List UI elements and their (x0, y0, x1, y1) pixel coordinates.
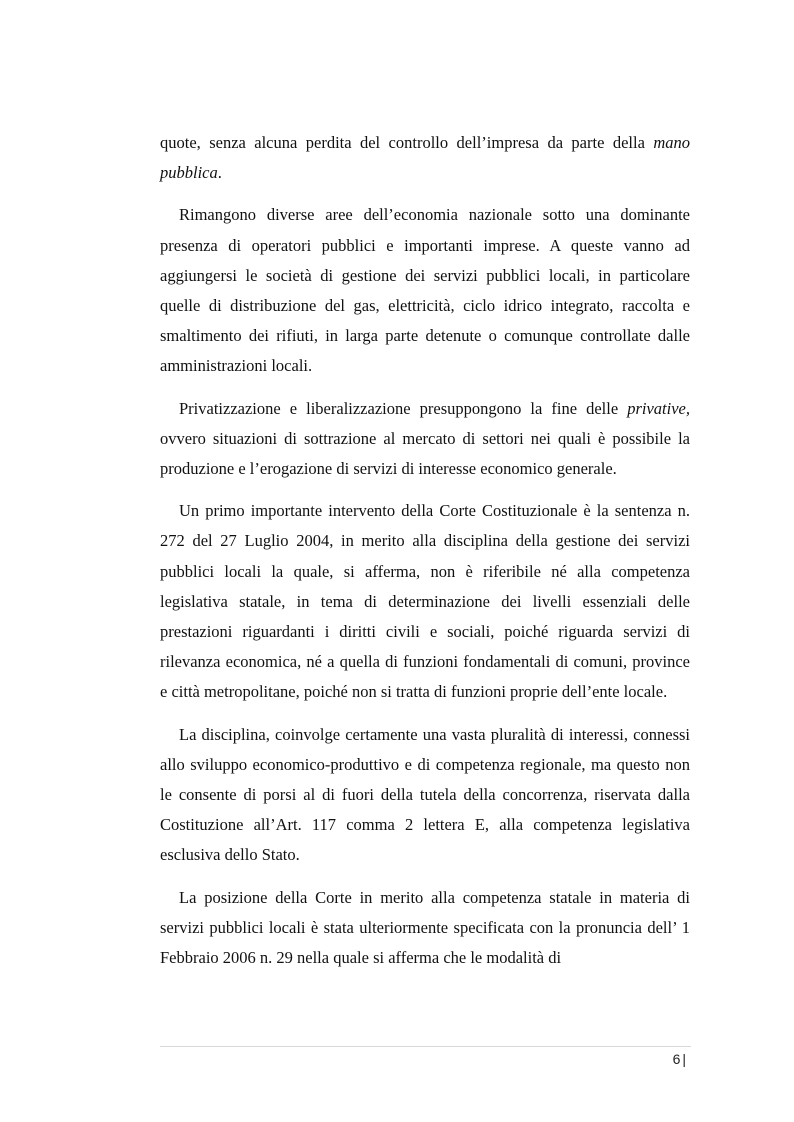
paragraph-1-emphasis: mano pubblica (160, 133, 690, 183)
paragraph-6 (160, 883, 690, 974)
footer-divider (160, 1046, 691, 1047)
body-text (160, 128, 690, 973)
paragraph-1-tail: . (217, 163, 222, 183)
paragraph-5 (160, 720, 690, 871)
paragraph-4-text: Un primo importante intervento della Corte Costituzionale è la sentenza n. 272 del 27 Luglio 2004, in merito alla disciplina della gestione dei servizi pubblici locali la quale, si afferma, non è riferibile né alla competenza legislativa statale, in tema di determinazione dei livelli essenziali delle prestazioni riguardanti i diritti civili e sociali, poiché riguarda servizi di rilevanza economica, né a quella di funzioni fondamentali di comuni, province e città metropolitane, poiché non si tratta di funzioni proprie dell’ente locale. (160, 501, 690, 702)
paragraph-6-text: La posizione della Corte in merito alla competenza statale in materia di servizi pubblici locali è stata ulteriormente specificata con la pronuncia dell’ 1 Febbraio 2006 n. 29 nella quale si afferma che le modalità di (160, 887, 690, 968)
paragraph-4 (160, 496, 690, 707)
paragraph-2-text: Rimangono diverse aree dell’economia nazionale sotto una dominante presenza di operatori pubblici e importanti imprese. A queste vanno ad aggiungersi le società di gestione dei servizi pubblici locali, in particolare quelle di distribuzione del gas, elettricità, ciclo idrico integrato, raccolta e smaltimento dei rifiuti, in larga parte detenute o comunque controllate dalle amministrazioni locali. (160, 205, 690, 376)
paragraph-3 (160, 394, 690, 485)
page-number (673, 1050, 686, 1068)
paragraph-5-text: La disciplina, coinvolge certamente una vasta pluralità di interessi, connessi allo sviluppo economico-produttivo e di competenza regionale, ma questo non le consente di porsi al di fuori della tutela della concorrenza, riservata dalla Costituzione all’Art. 117 comma 2 lettera E, alla competenza legislativa esclusiva dello Stato. (160, 724, 690, 865)
page-number-separator: | (682, 1051, 686, 1067)
paragraph-3-emphasis: privative, (627, 398, 690, 418)
paragraph-3-tail: ovvero situazioni di sottrazione al mercato di settori nei quali è possibile la produzione e l’erogazione di servizi di interesse economico generale. (160, 428, 690, 479)
paragraph-3-text: Privatizzazione e liberalizzazione presuppongono la fine delle (179, 398, 628, 418)
paragraph-1 (160, 128, 690, 188)
paragraph-1-text: quote, senza alcuna perdita del controllo dell’impresa da parte della (160, 133, 654, 152)
page-number-value: 6 (672, 1051, 681, 1067)
paragraph-2 (160, 200, 690, 381)
